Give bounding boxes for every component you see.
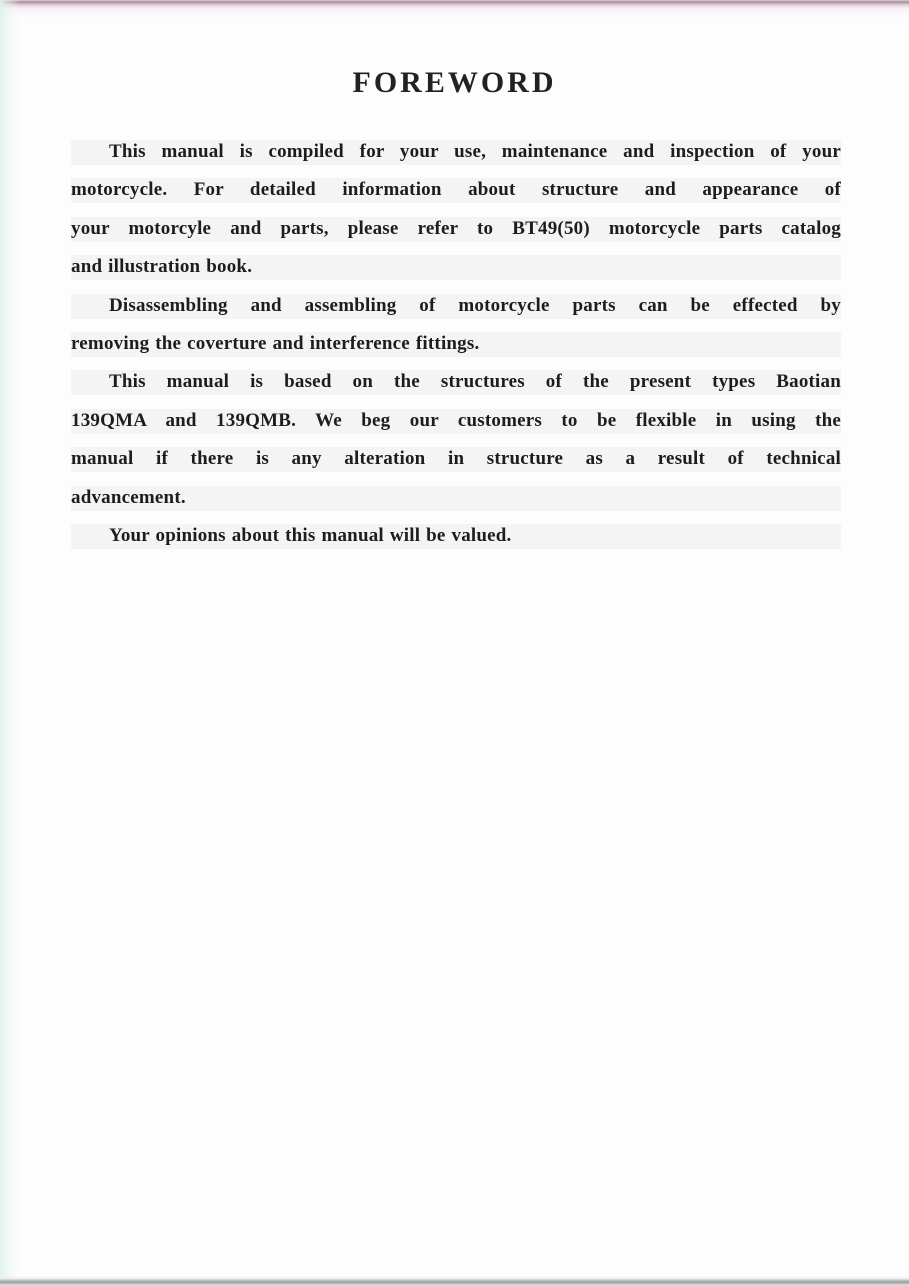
- scan-edge-top: [0, 0, 909, 18]
- paragraph: [71, 133, 841, 287]
- text-line: Your opinions about this manual will be valued.: [71, 517, 841, 555]
- document-body: [71, 133, 841, 555]
- scan-edge-bottom: [0, 1276, 909, 1286]
- paragraph: [71, 517, 841, 555]
- text-line: Disassembling and assembling of motorcycle parts can be effected by: [71, 287, 841, 325]
- text-line: your motorcyle and parts, please refer to BT49(50) motorcycle parts catalog: [71, 210, 841, 248]
- text-line: This manual is based on the structures of the present types Baotian: [71, 363, 841, 401]
- text-line: This manual is compiled for your use, maintenance and inspection of your: [71, 133, 841, 171]
- text-line: removing the coverture and interference fittings.: [71, 325, 841, 363]
- text-line: 139QMA and 139QMB. We beg our customers to be flexible in using the: [71, 402, 841, 440]
- document-title: FOREWORD: [352, 66, 557, 99]
- text-line: manual if there is any alteration in structure as a result of technical: [71, 440, 841, 478]
- text-line: motorcycle. For detailed information about structure and appearance of: [71, 171, 841, 209]
- text-line: and illustration book.: [71, 248, 841, 286]
- text-line: advancement.: [71, 479, 841, 517]
- scan-edge-left: [0, 0, 20, 1286]
- paragraph: [71, 287, 841, 364]
- paragraph: [71, 363, 841, 517]
